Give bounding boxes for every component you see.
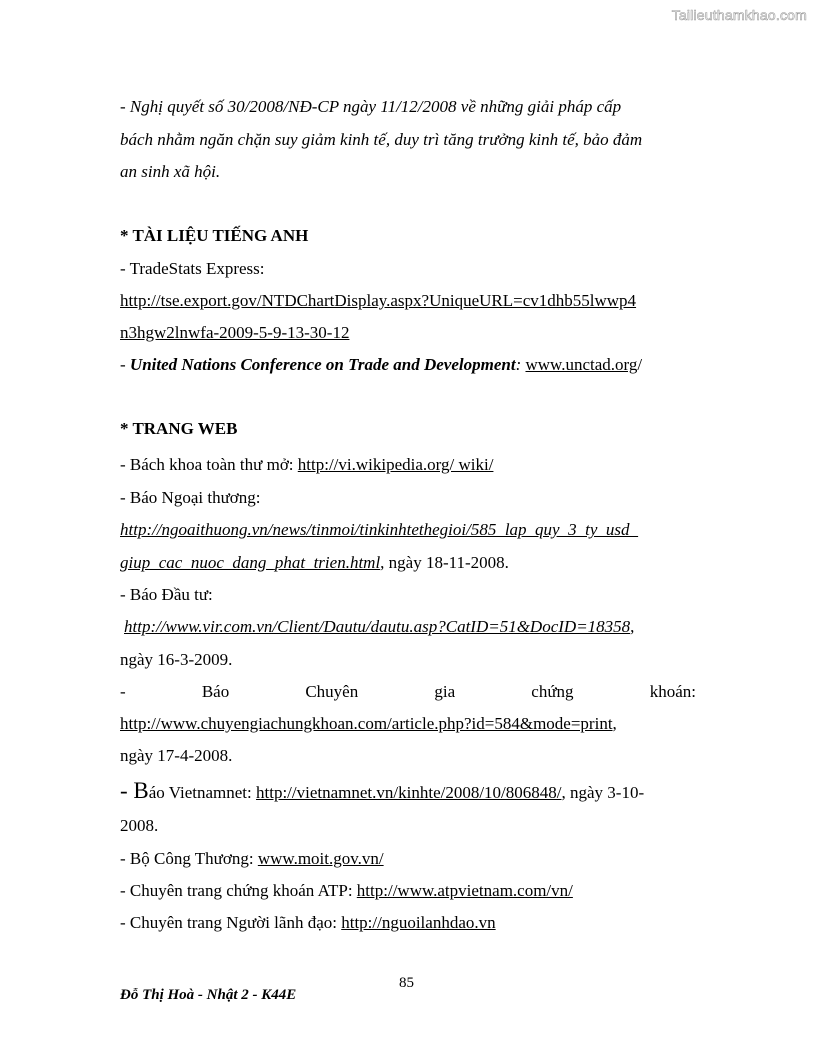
moit-reference (120, 849, 696, 869)
atp-reference (120, 881, 696, 901)
dautu-comma: , (630, 617, 635, 636)
websites-heading: * TRANG WEB (120, 419, 238, 438)
moit-label: - Bộ Công Thương: (120, 849, 258, 868)
moit-link[interactable]: www.moit.gov.vn/ (257, 849, 384, 868)
vietnamnet-label: áo Vietnamnet: (148, 783, 256, 802)
dautu-link[interactable]: http://www.vir.com.vn/Client/Dautu/dautu.asp?CatID=51&DocID=18358 (124, 617, 631, 636)
vietnamnet-link[interactable]: http://vietnamnet.vn/kinhte/2008/10/806848/ (256, 783, 562, 802)
nguoilanhdao-reference (120, 913, 696, 933)
chuyengia-word-2: Báo (201, 682, 230, 701)
ngoaithuong-link-continued[interactable]: giup_cac_nuoc_dang_phat_trien.html (120, 553, 381, 572)
atp-link[interactable]: http://www.atpvietnam.com/vn/ (356, 881, 573, 900)
watermark: Tailieuthamkhao.com (671, 7, 807, 23)
chuyengia-label-line (120, 682, 696, 702)
unctad-colon: : (515, 355, 526, 374)
vietnamnet-date-1: , ngày 3-10- (561, 783, 645, 802)
nguoilanhdao-label: - Chuyên trang Người lãnh đạo: (120, 913, 342, 932)
ngoaithuong-url-line-1[interactable] (120, 520, 696, 540)
wikipedia-reference (120, 455, 696, 475)
vietnamnet-date-2: 2008. (120, 816, 159, 835)
wikipedia-label: - Bách khoa toàn thư mở: (120, 455, 298, 474)
page-number: 85 (399, 975, 414, 991)
vietnamnet-reference (120, 778, 696, 803)
tradestats-label: - TradeStats Express: (120, 259, 265, 278)
dautu-label: - Báo Đầu tư: (120, 585, 213, 604)
nguoilanhdao-link[interactable]: http://nguoilanhdao.vn (341, 913, 496, 932)
dautu-url-line (124, 617, 700, 637)
chuyengia-word-3: Chuyên (305, 682, 359, 701)
tradestats-url-line-2[interactable] (120, 323, 696, 343)
english-references-heading: * TÀI LIỆU TIẾNG ANH (120, 226, 309, 245)
chuyengia-url-line (120, 714, 696, 734)
ngoaithuong-label: - Báo Ngoại thương: (120, 488, 261, 507)
unctad-name: United Nations Conference on Trade and Development (129, 355, 516, 374)
unctad-link[interactable]: www.unctad.org (525, 355, 638, 374)
chuyengia-link[interactable]: http://www.chuyengiachungkhoan.com/article.php?id=584&mode=print (120, 714, 613, 733)
decree-line-3: an sinh xã hội. (120, 162, 221, 181)
atp-label: - Chuyên trang chứng khoán ATP: (120, 881, 357, 900)
chuyengia-word-1: - (120, 682, 126, 701)
ngoaithuong-link[interactable]: http://ngoaithuong.vn/news/tinmoi/tinkinhtethegioi/585_lap_quy_3_ty_usd_ (120, 520, 638, 539)
chuyengia-word-5: chứng (531, 682, 574, 701)
chuyengia-date: ngày 17-4-2008. (120, 746, 233, 765)
decree-line-2: bách nhằm ngăn chặn suy giảm kinh tế, duy trì tăng trưởng kinh tế, bảo đảm (120, 130, 643, 149)
tradestats-link[interactable]: http://tse.export.gov/NTDChartDisplay.aspx?UniqueURL=cv1dhb55lwwp4 (120, 291, 637, 310)
chuyengia-word-4: gia (434, 682, 456, 701)
footer-author: Đỗ Thị Hoà - Nhật 2 - K44E (120, 987, 297, 1003)
chuyengia-comma: , (612, 714, 617, 733)
unctad-reference (120, 355, 696, 375)
unctad-suffix: / (637, 355, 643, 374)
wikipedia-link[interactable]: http://vi.wikipedia.org/ wiki/ (297, 455, 494, 474)
chuyengia-word-6: khoán: (649, 682, 696, 701)
tradestats-url-line-1[interactable] (120, 291, 696, 311)
ngoaithuong-date: , ngày 18-11-2008. (380, 553, 509, 572)
dautu-date: ngày 16-3-2009. (120, 650, 233, 669)
ngoaithuong-url-line-2 (120, 553, 696, 573)
unctad-prefix: - (120, 355, 130, 374)
vietnamnet-dash: - B (120, 778, 149, 803)
decree-line-1: - Nghị quyết số 30/2008/NĐ-CP ngày 11/12/2008 về những giải pháp cấp (120, 97, 622, 116)
tradestats-link-continued[interactable]: n3hgw2lnwfa-2009-5-9-13-30-12 (120, 323, 350, 342)
